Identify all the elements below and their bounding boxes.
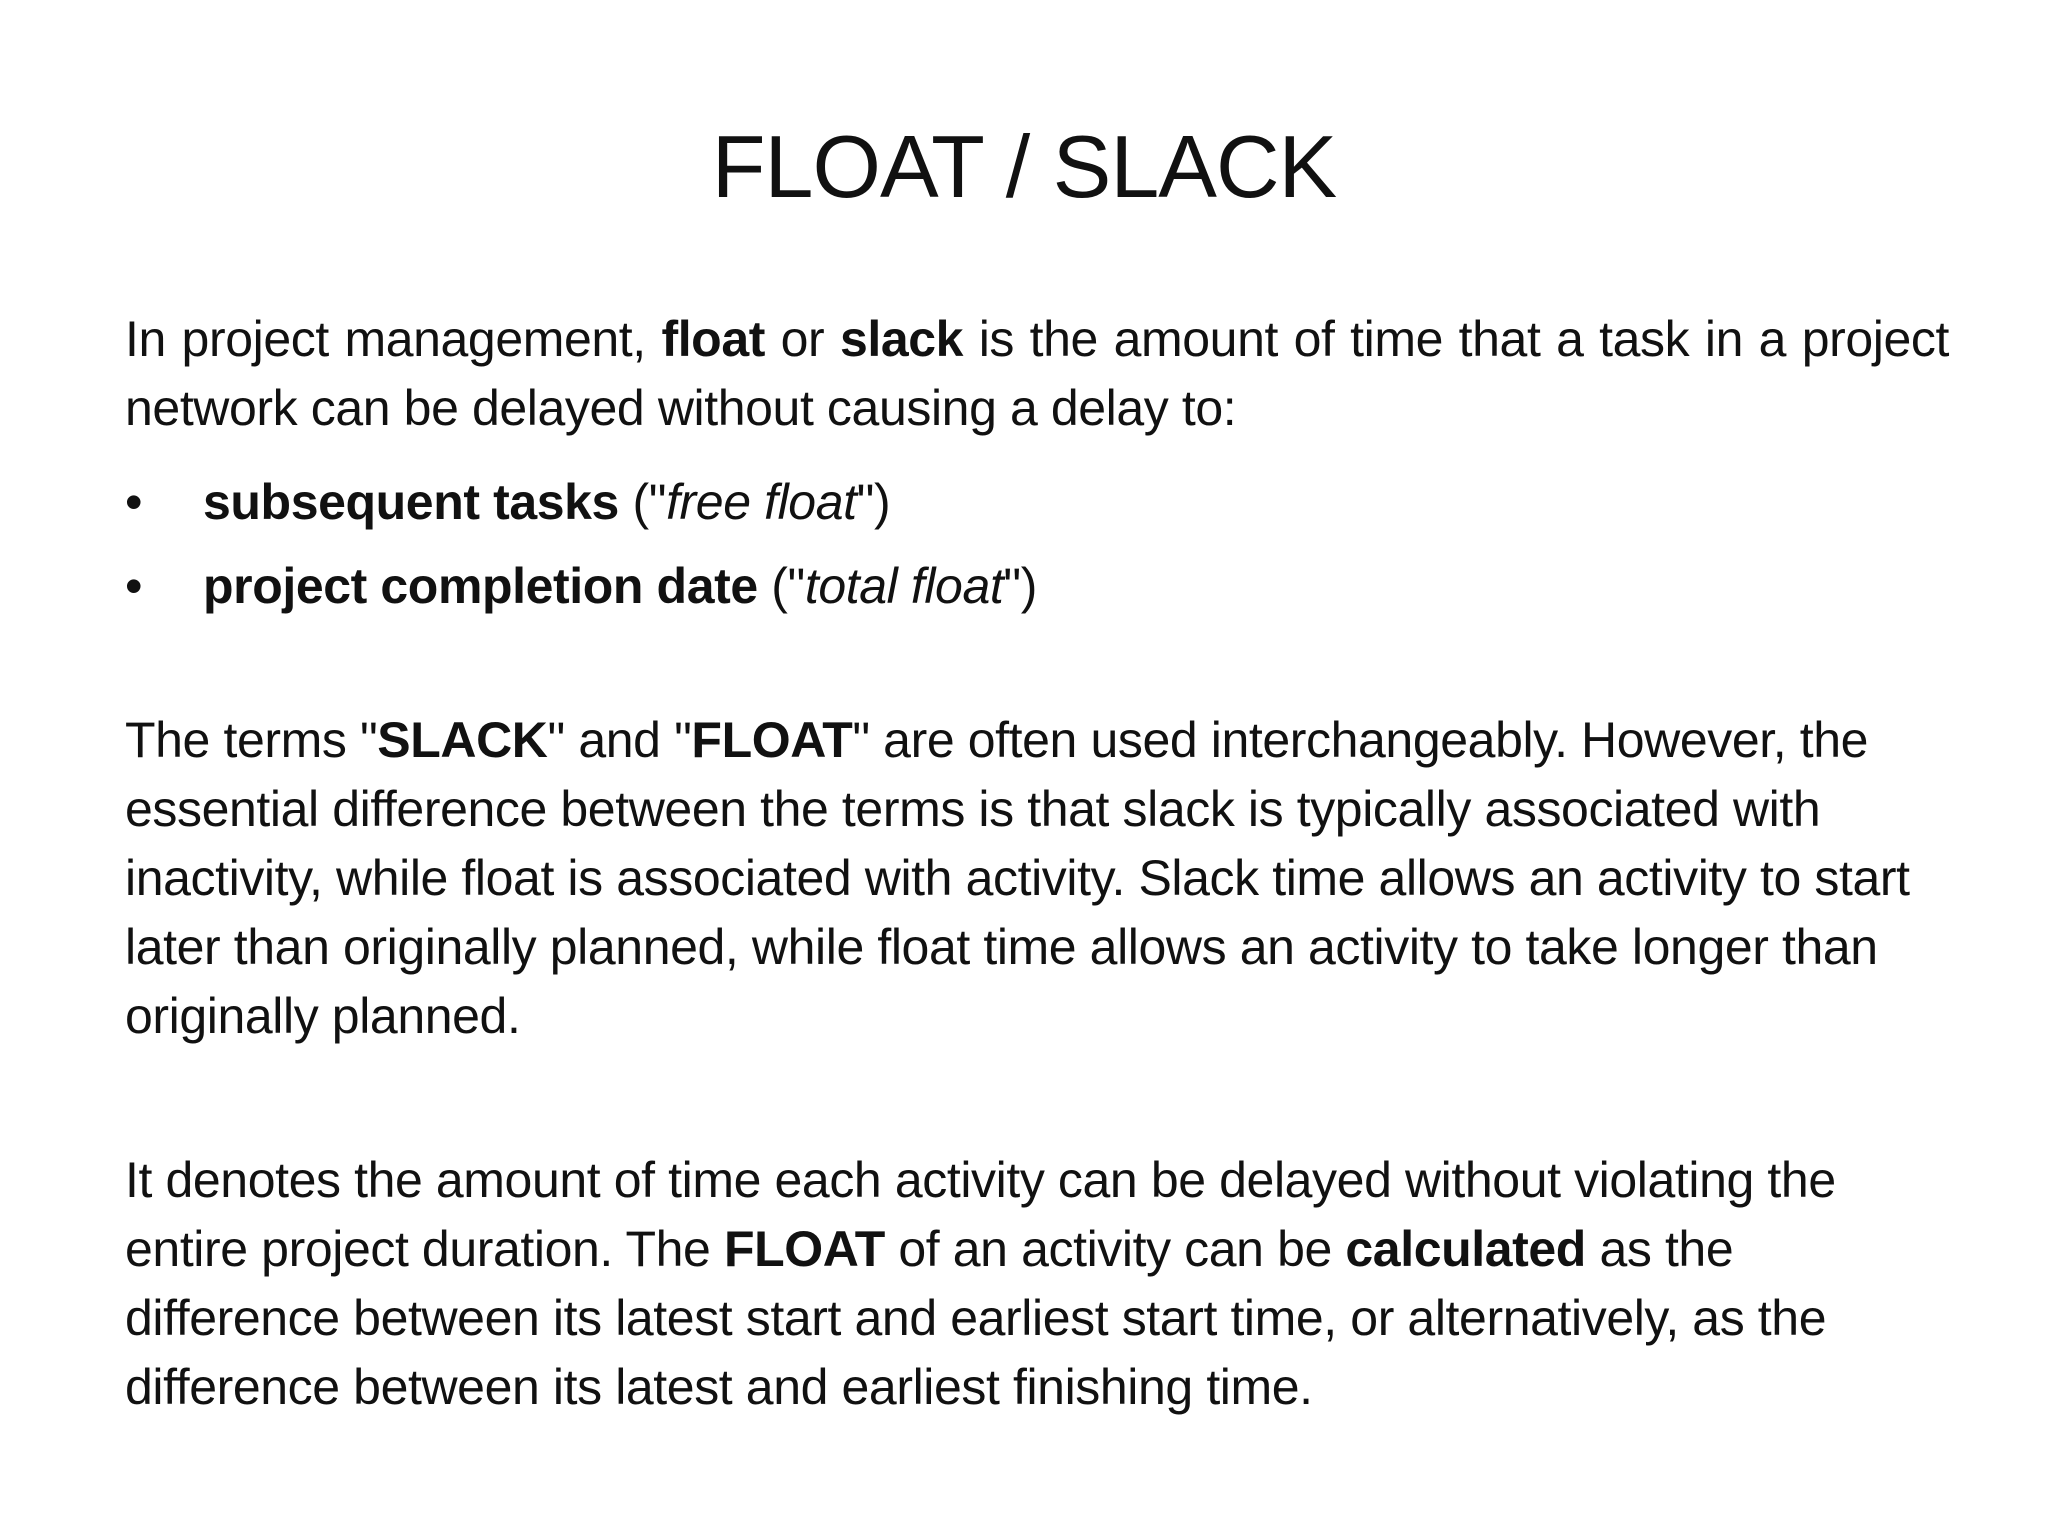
bullet-icon: •: [125, 558, 143, 614]
bullet-open-paren: (": [618, 474, 667, 530]
intro-term-slack: slack: [839, 311, 964, 367]
para3-text-2: of an activity can be: [884, 1221, 1346, 1277]
intro-text-3: is the amount of time that a task in a project network can be delayed without causing a delay to:: [125, 311, 1949, 436]
bullet-italic-term: free float: [666, 474, 857, 530]
bullet-icon: •: [125, 474, 143, 530]
para2-term-slack: SLACK: [377, 712, 548, 768]
float-calculation-paragraph: [125, 1146, 1949, 1422]
bullet-close-paren: "): [856, 474, 891, 530]
intro-text-1: In project management,: [125, 311, 662, 367]
para3-text-1: It denotes the amount of time each activity can be delayed without violating the entire project duration. The: [125, 1152, 1836, 1277]
para2-text-2: " and ": [547, 712, 692, 768]
slack-vs-float-paragraph: [125, 706, 1949, 1051]
intro-term-float: float: [661, 311, 765, 367]
para2-text-3: " are often used interchangeably. However, the essential difference between the terms is that slack is typically associated with inactivity, while float is associated with activity. Slack time allows an activity to start later than originally planned, while float time allows an activity to take longer than originally planned.: [125, 712, 1910, 1044]
para3-term-calculated: calculated: [1345, 1221, 1586, 1277]
bullet-close-paren: "): [1003, 558, 1037, 614]
para2-text-1: The terms ": [125, 712, 378, 768]
slide-title: FLOAT / SLACK: [711, 117, 1337, 216]
bullet-term: subsequent tasks: [203, 474, 619, 530]
bullet-item-subsequent-tasks: [125, 460, 1949, 544]
para2-term-float: FLOAT: [691, 712, 853, 768]
intro-text-2: or: [764, 311, 840, 367]
bullet-italic-term: total float: [804, 558, 1004, 614]
bullet-item-project-completion-date: [125, 544, 1949, 628]
bullet-open-paren: (": [757, 558, 805, 614]
bullet-term: project completion date: [203, 558, 758, 614]
para3-text-3: as the difference between its latest start and earliest start time, or alternatively, as the difference between its latest and earliest finishing time.: [125, 1221, 1827, 1415]
bullet-list: [125, 460, 1949, 628]
intro-paragraph: [125, 305, 1949, 443]
para3-term-float: FLOAT: [723, 1221, 885, 1277]
